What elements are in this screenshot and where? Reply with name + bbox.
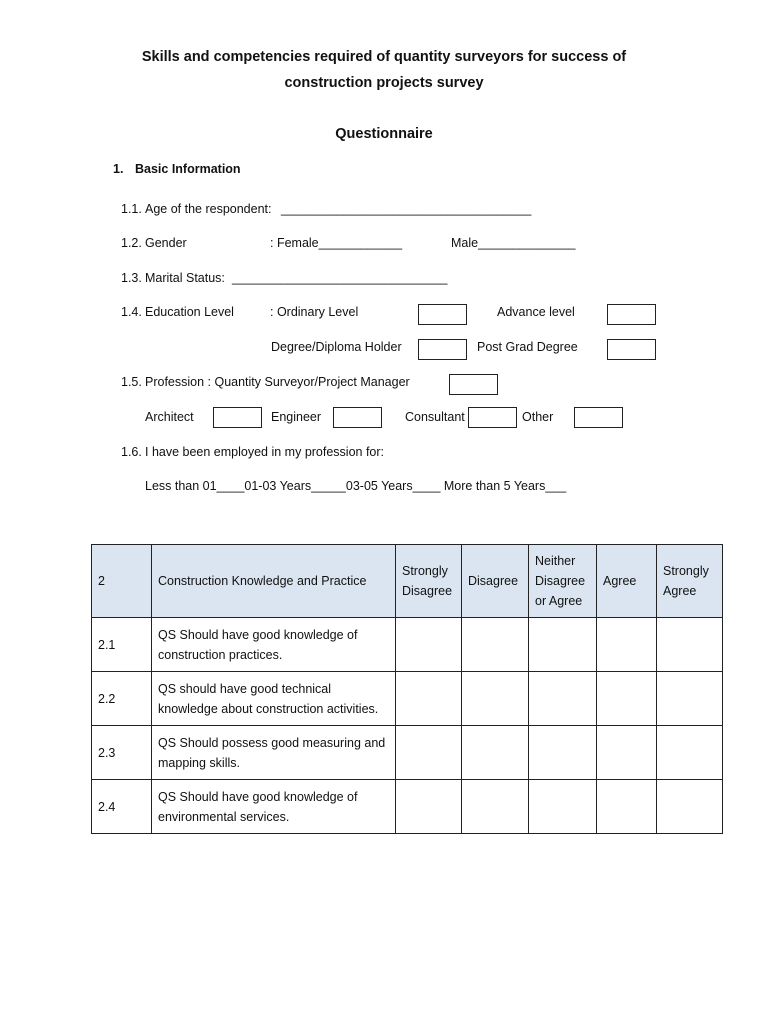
row-number: 2.4 (92, 780, 152, 834)
post-grad-label: Post Grad Degree (477, 340, 578, 354)
questionnaire-heading: Questionnaire (335, 126, 433, 142)
rating-cell[interactable] (462, 780, 529, 834)
rating-cell[interactable] (462, 618, 529, 672)
architect-label: Architect (145, 410, 194, 424)
rating-cell[interactable] (396, 726, 462, 780)
rating-cell[interactable] (396, 618, 462, 672)
header-disagree: Disagree (462, 545, 529, 618)
row-number: 2.3 (92, 726, 152, 780)
row-question (152, 672, 396, 726)
post-grad-checkbox[interactable] (607, 339, 656, 360)
engineer-checkbox[interactable] (333, 407, 382, 428)
rating-cell[interactable] (529, 780, 597, 834)
header-title: Construction Knowledge and Practice (152, 545, 396, 618)
ordinary-level-label: : Ordinary Level (270, 305, 359, 319)
rating-cell[interactable] (597, 672, 657, 726)
row-question (152, 726, 396, 780)
marital-number: 1.3. (121, 271, 142, 285)
header-strongly-disagree: Strongly Disagree (396, 545, 462, 618)
engineer-label: Engineer (271, 410, 322, 424)
gender-male-blank[interactable]: Male______________ (451, 236, 576, 250)
rating-cell[interactable] (462, 672, 529, 726)
other-label: Other (522, 410, 554, 424)
employment-number: 1.6. (121, 445, 142, 459)
question-line: QS should have good technical (158, 681, 332, 696)
rating-cell[interactable] (657, 726, 723, 780)
table-row (92, 726, 723, 780)
gender-label: Gender (145, 236, 187, 250)
header-agree: Agree (597, 545, 657, 618)
rating-cell[interactable] (529, 726, 597, 780)
ordinary-level-checkbox[interactable] (418, 304, 467, 325)
table-header-row (92, 545, 723, 618)
employment-label: I have been employed in my profession for: (145, 445, 385, 459)
row-number: 2.1 (92, 618, 152, 672)
rating-cell[interactable] (597, 618, 657, 672)
architect-checkbox[interactable] (213, 407, 262, 428)
question-line: construction practices. (158, 647, 283, 662)
degree-diploma-checkbox[interactable] (418, 339, 467, 360)
age-blank[interactable]: ____________________________________ (281, 202, 532, 216)
section-1-heading: Basic Information (135, 162, 241, 176)
advance-level-label: Advance level (497, 305, 575, 319)
age-number: 1.1. (121, 202, 142, 216)
row-question (152, 618, 396, 672)
education-number: 1.4. (121, 305, 142, 319)
employment-options[interactable]: Less than 01____01-03 Years_____03-05 Years____ More than 5 Years___ (145, 479, 567, 493)
rating-cell[interactable] (396, 672, 462, 726)
table-row (92, 780, 723, 834)
consultant-checkbox[interactable] (468, 407, 517, 428)
marital-blank[interactable]: _______________________________ (232, 271, 448, 285)
education-label: Education Level (145, 305, 234, 319)
header-neither: Neither Disagree or Agree (529, 545, 597, 618)
advance-level-checkbox[interactable] (607, 304, 656, 325)
rating-cell[interactable] (529, 618, 597, 672)
question-line: QS Should have good knowledge of (158, 789, 358, 804)
row-number: 2.2 (92, 672, 152, 726)
survey-title-line2: construction projects survey (284, 75, 484, 91)
table-row (92, 672, 723, 726)
rating-cell[interactable] (529, 672, 597, 726)
other-checkbox[interactable] (574, 407, 623, 428)
gender-number: 1.2. (121, 236, 142, 250)
profession-number: 1.5. (121, 375, 142, 389)
rating-cell[interactable] (597, 726, 657, 780)
profession-label: Profession : Quantity Surveyor/Project Manager (145, 375, 410, 389)
marital-label: Marital Status: (145, 271, 225, 285)
degree-diploma-label: Degree/Diploma Holder (271, 340, 402, 354)
survey-title-line1: Skills and competencies required of quantity surveyors for success of (141, 49, 627, 65)
likert-table (91, 544, 723, 834)
question-line: mapping skills. (158, 755, 240, 770)
question-line: environmental services. (158, 809, 290, 824)
question-line: QS Should have good knowledge of (158, 627, 358, 642)
rating-cell[interactable] (657, 672, 723, 726)
row-question (152, 780, 396, 834)
consultant-label: Consultant (405, 410, 465, 424)
table-row (92, 618, 723, 672)
question-line: QS Should possess good measuring and (158, 735, 386, 750)
rating-cell[interactable] (396, 780, 462, 834)
section-1-number: 1. (113, 162, 124, 176)
rating-cell[interactable] (657, 618, 723, 672)
header-number: 2 (92, 545, 152, 618)
rating-cell[interactable] (657, 780, 723, 834)
qs-pm-checkbox[interactable] (449, 374, 498, 395)
rating-cell[interactable] (462, 726, 529, 780)
age-label: Age of the respondent: (145, 202, 272, 216)
header-strongly-agree: Strongly Agree (657, 545, 723, 618)
gender-female-blank[interactable]: : Female____________ (270, 236, 403, 250)
rating-cell[interactable] (597, 780, 657, 834)
question-line: knowledge about construction activities. (158, 701, 379, 716)
